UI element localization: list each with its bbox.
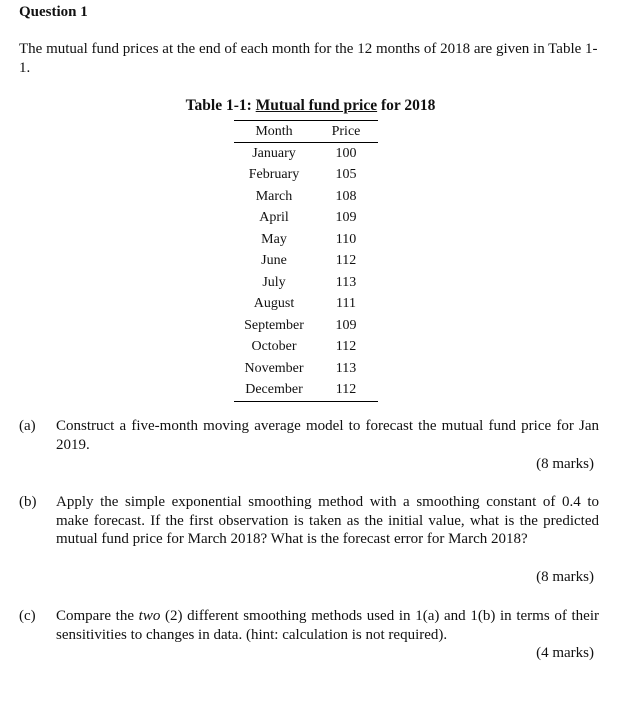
month-cell: July: [262, 274, 286, 290]
question-heading: Question 1: [19, 4, 88, 20]
table-row: [234, 251, 378, 273]
question-a-marks: (8 marks): [536, 456, 594, 472]
price-cell: 113: [335, 360, 357, 376]
month-cell: December: [234, 380, 314, 402]
header-price: Price: [314, 121, 378, 143]
table-row: [234, 337, 378, 359]
price-cell: 100: [335, 145, 357, 161]
question-a-label: (a): [19, 418, 36, 434]
table-row: [234, 208, 378, 230]
price-cell: 113: [335, 274, 357, 290]
question-c-label: (c): [19, 608, 36, 624]
question-c-text-end: (2) different smoothing methods used in 1(a) and 1(b) in terms of their sensitivities to changes in data. (hint: calculation is not required).: [56, 608, 599, 643]
table-caption-title: Mutual fund price: [255, 97, 378, 114]
price-cell: 109: [335, 210, 357, 226]
price-cell: 112: [314, 380, 378, 402]
question-c-text-start: Compare the: [56, 608, 139, 624]
table-row: [234, 358, 378, 380]
table-caption-suffix: for 2018: [377, 97, 436, 114]
table-row: [234, 165, 378, 187]
question-c-text: [56, 607, 599, 644]
month-cell: November: [244, 360, 304, 376]
question-b-text: Apply the simple exponential smoothing method with a smoothing constant of 0.4 to make forecast. If the first observation is taken as the initial value, what is the predicted mutual fund price for March 2018? What is the forecast error for March 2018?: [56, 494, 599, 547]
table-row: [234, 186, 378, 208]
table-caption-prefix: Table 1-1:: [185, 97, 256, 114]
table-row: [234, 272, 378, 294]
question-b: [19, 493, 599, 549]
month-cell: September: [244, 317, 304, 333]
price-cell: 109: [335, 317, 357, 333]
question-c: [19, 607, 599, 644]
price-cell: 112: [335, 253, 357, 269]
price-cell: 108: [335, 188, 357, 204]
table-row: [234, 143, 378, 165]
table-header-row: [234, 121, 378, 143]
price-cell: 110: [335, 231, 357, 247]
question-a-text: Construct a five-month moving average model to forecast the mutual fund price for Jan 2019.: [56, 418, 599, 453]
table-row: [234, 229, 378, 251]
question-b-label: (b): [19, 494, 37, 510]
price-cell: 112: [335, 339, 357, 355]
month-cell: January: [252, 145, 296, 161]
month-cell: March: [255, 188, 293, 204]
question-a: [19, 417, 599, 454]
fund-price-table: [234, 120, 378, 402]
month-cell: February: [248, 167, 300, 183]
header-month: Month: [234, 121, 314, 143]
table-row: [234, 315, 378, 337]
price-cell: 111: [336, 296, 356, 312]
table-row: [234, 294, 378, 316]
month-cell: August: [253, 296, 295, 312]
month-cell: June: [261, 253, 287, 269]
month-cell: May: [261, 231, 287, 247]
table-row: [234, 380, 378, 402]
question-c-text-italic: two: [138, 608, 161, 624]
table-caption: [0, 97, 621, 115]
month-cell: April: [259, 210, 289, 226]
month-cell: October: [251, 339, 297, 355]
question-c-marks: (4 marks): [536, 645, 594, 661]
price-cell: 105: [335, 167, 357, 183]
intro-paragraph: The mutual fund prices at the end of each month for the 12 months of 2018 are given in Table 1-1.: [19, 41, 598, 76]
question-b-marks: (8 marks): [536, 569, 594, 585]
